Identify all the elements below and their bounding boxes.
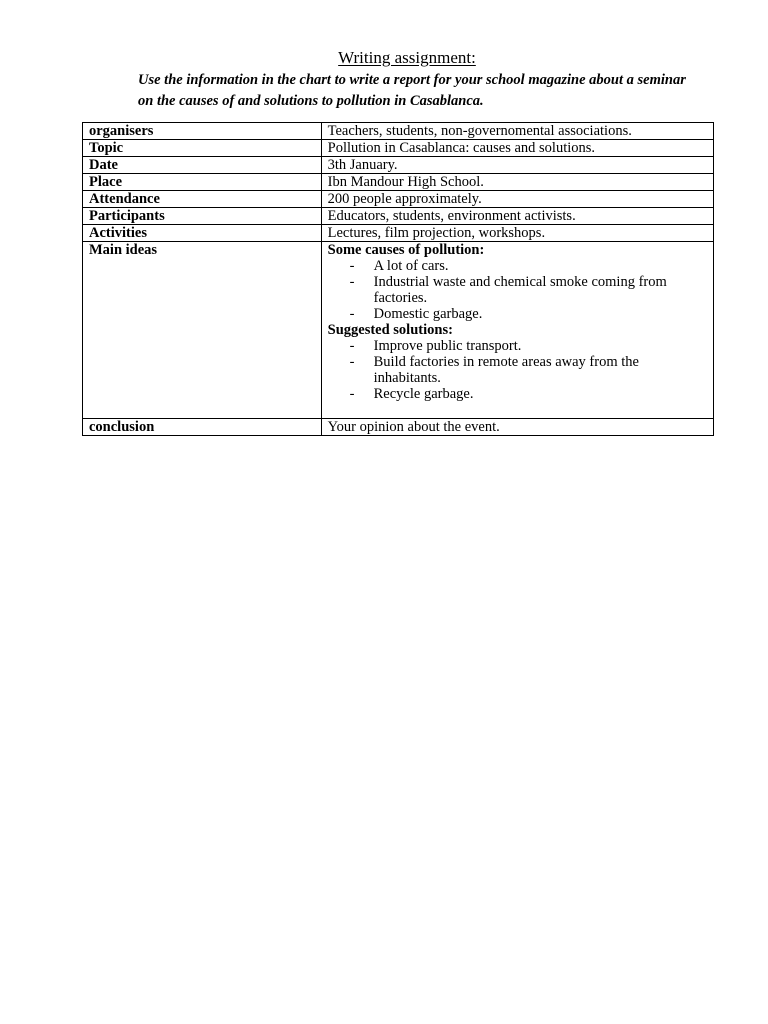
table-row bbox=[83, 242, 714, 419]
row-label-topic: Topic bbox=[83, 140, 322, 157]
table-row bbox=[83, 174, 714, 191]
row-value-organisers: Teachers, students, non-governomental associations. bbox=[321, 123, 713, 140]
page-title: Writing assignment: bbox=[338, 48, 476, 67]
row-value-activities: Lectures, film projection, workshops. bbox=[321, 225, 713, 242]
assignment-instructions: Use the information in the chart to write a report for your school magazine about a seminar on the causes of and solutions to pollution in Casablanca. bbox=[138, 72, 686, 109]
seminar-info-table bbox=[82, 122, 714, 436]
table-row bbox=[83, 123, 714, 140]
solutions-heading: Suggested solutions: bbox=[327, 322, 453, 338]
table-row bbox=[83, 208, 714, 225]
row-value-place: Ibn Mandour High School. bbox=[321, 174, 713, 191]
solutions-list bbox=[328, 338, 707, 402]
cause-text: Industrial waste and chemical smoke coming from factories. bbox=[373, 274, 667, 306]
row-label-main-ideas: Main ideas bbox=[83, 242, 322, 419]
solution-text: Build factories in remote areas away from the inhabitants. bbox=[373, 354, 639, 386]
dash-marker: - bbox=[349, 354, 355, 370]
dash-marker: - bbox=[349, 338, 355, 354]
table-row bbox=[83, 157, 714, 174]
row-value-date: 3th January. bbox=[321, 157, 713, 174]
list-item bbox=[328, 306, 707, 322]
row-label-activities: Activities bbox=[83, 225, 322, 242]
table-row bbox=[83, 419, 714, 436]
row-label-organisers: organisers bbox=[83, 123, 322, 140]
dash-marker: - bbox=[349, 306, 355, 322]
row-value-topic: Pollution in Casablanca: causes and solutions. bbox=[321, 140, 713, 157]
list-item bbox=[328, 274, 707, 306]
row-value-attendance: 200 people approximately. bbox=[321, 191, 713, 208]
row-value-conclusion: Your opinion about the event. bbox=[321, 419, 713, 436]
causes-list bbox=[328, 258, 707, 322]
row-value-main-ideas bbox=[321, 242, 713, 419]
row-value-participants: Educators, students, environment activists. bbox=[321, 208, 713, 225]
table-row bbox=[83, 191, 714, 208]
row-label-attendance: Attendance bbox=[83, 191, 322, 208]
solution-text: Recycle garbage. bbox=[373, 386, 474, 402]
list-item bbox=[328, 354, 707, 386]
solution-text: Improve public transport. bbox=[373, 338, 522, 354]
list-item bbox=[328, 386, 707, 402]
row-label-participants: Participants bbox=[83, 208, 322, 225]
table-row bbox=[83, 140, 714, 157]
list-item bbox=[328, 258, 707, 274]
dash-marker: - bbox=[349, 274, 355, 290]
cause-text: A lot of cars. bbox=[373, 258, 449, 274]
table-row bbox=[83, 225, 714, 242]
row-label-conclusion: conclusion bbox=[83, 419, 322, 436]
row-label-date: Date bbox=[83, 157, 322, 174]
dash-marker: - bbox=[349, 386, 355, 402]
dash-marker: - bbox=[349, 258, 355, 274]
row-label-place: Place bbox=[83, 174, 322, 191]
list-item bbox=[328, 338, 707, 354]
cause-text: Domestic garbage. bbox=[373, 306, 483, 322]
causes-heading: Some causes of pollution: bbox=[327, 242, 485, 258]
